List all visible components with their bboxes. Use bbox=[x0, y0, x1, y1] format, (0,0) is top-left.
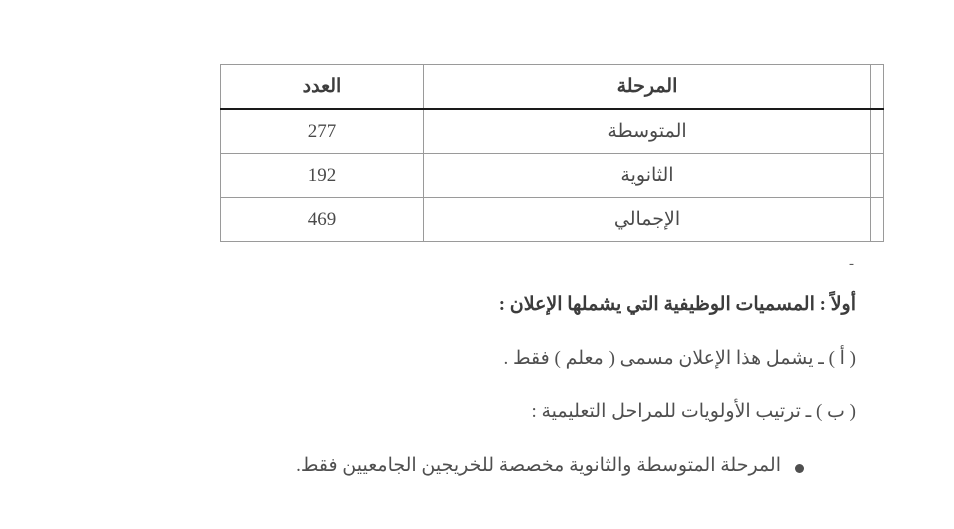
table-cell-stage: الثانوية bbox=[424, 154, 871, 198]
table-cell-count: 277 bbox=[221, 109, 424, 154]
table-header-stage: المرحلة bbox=[424, 65, 871, 110]
document-body bbox=[60, 292, 856, 479]
table-spacer-cell bbox=[871, 109, 884, 154]
list-item-label: المرحلة المتوسطة والثانوية مخصصة للخريجين الجامعيين فقط. bbox=[296, 454, 781, 476]
table-cell-count: 192 bbox=[221, 154, 424, 198]
table-cell-count: 469 bbox=[221, 198, 424, 242]
list-item bbox=[60, 453, 856, 480]
stages-count-table-wrapper bbox=[230, 64, 884, 242]
paragraph-a: ( أ ) ـ يشمل هذا الإعلان مسمى ( معلم ) فقط . bbox=[503, 347, 856, 369]
table-cell-stage: الإجمالي bbox=[424, 198, 871, 242]
table-cell-stage: المتوسطة bbox=[424, 109, 871, 154]
table-row bbox=[221, 154, 884, 198]
table-spacer-cell bbox=[871, 65, 884, 110]
dash-mark: - bbox=[849, 256, 854, 272]
stages-count-table bbox=[220, 64, 884, 242]
section-title: أولاً : المسميات الوظيفية التي يشملها الإعلان : bbox=[498, 294, 856, 315]
bullet-icon bbox=[795, 464, 804, 473]
paragraph-b: ( ب ) ـ ترتيب الأولويات للمراحل التعليمية : bbox=[531, 401, 856, 423]
table-header-count: العدد bbox=[221, 65, 424, 110]
table-spacer-cell bbox=[871, 154, 884, 198]
table-header-row bbox=[221, 65, 884, 110]
table-spacer-cell bbox=[871, 198, 884, 242]
table-row bbox=[221, 198, 884, 242]
table-row bbox=[221, 109, 884, 154]
